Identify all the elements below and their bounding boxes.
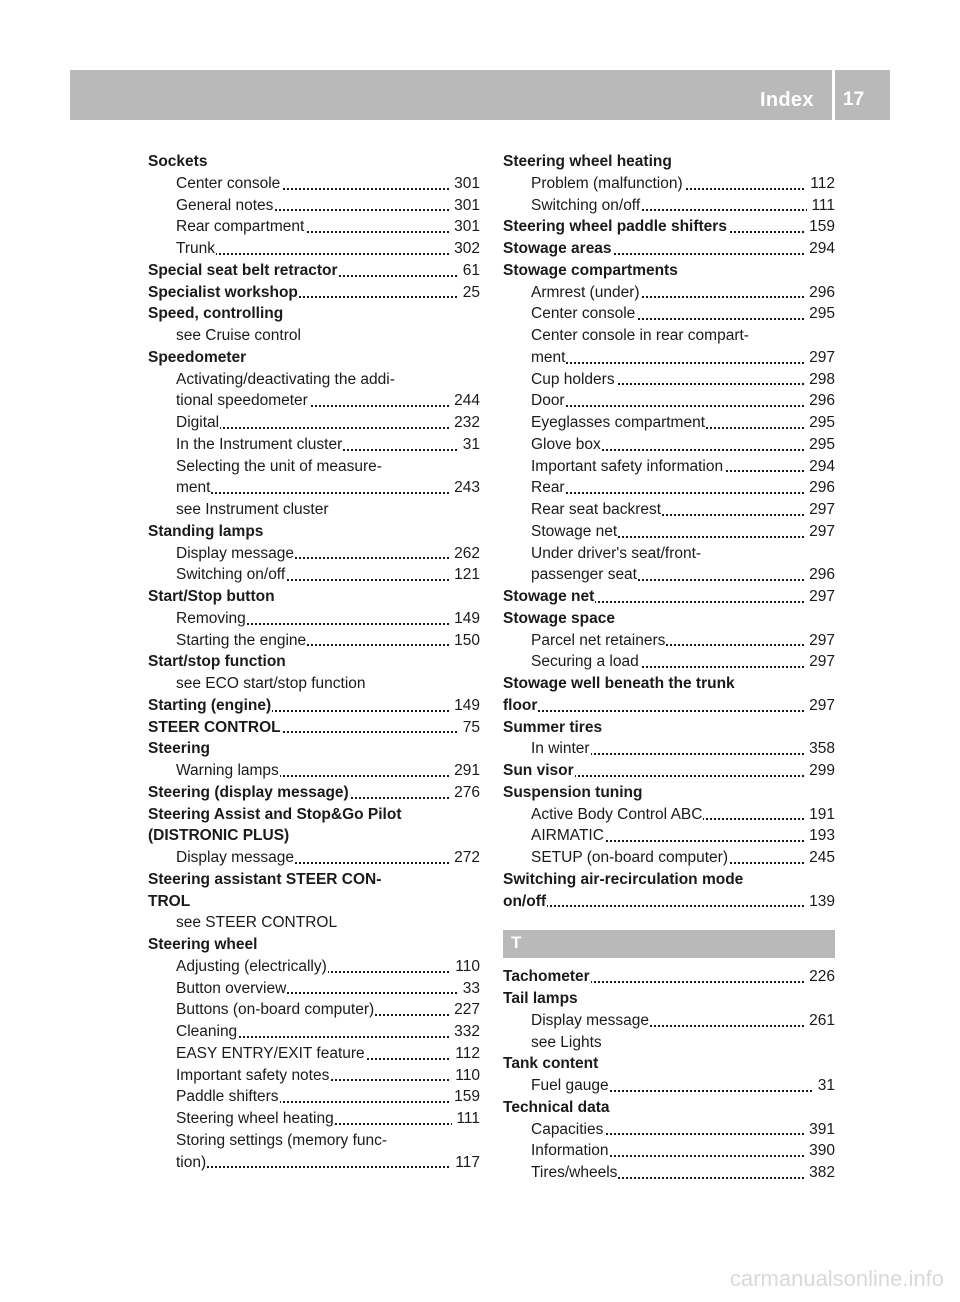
index-subentry xyxy=(148,978,480,1000)
index-entry-text: Switching on/off xyxy=(176,566,286,584)
index-entry-text: Suspension tuning xyxy=(503,783,643,801)
index-entry xyxy=(503,891,835,913)
index-entry xyxy=(148,804,480,826)
index-subentry xyxy=(148,173,480,195)
index-entry xyxy=(148,869,480,891)
index-entry-text: Selecting the unit of measure- xyxy=(176,457,382,475)
index-subentry xyxy=(503,738,835,760)
index-entry xyxy=(148,347,480,369)
index-entry-text: AIRMATIC xyxy=(531,827,604,845)
index-page-ref: 358 xyxy=(805,738,835,760)
index-entry xyxy=(503,608,835,630)
index-entry-text: Steering wheel paddle shifters xyxy=(503,218,727,236)
index-subentry xyxy=(503,1032,835,1054)
index-entry-text: Armrest (under) xyxy=(531,283,640,301)
index-page-ref: 297 xyxy=(805,695,835,717)
index-entry-text: Tires/wheels xyxy=(531,1164,618,1181)
index-page-ref: 276 xyxy=(450,782,480,804)
index-entry-text: SETUP (on-board computer) xyxy=(531,849,728,866)
index-entry-text: Important safety notes xyxy=(176,1066,330,1084)
index-subentry xyxy=(148,195,480,217)
index-page-ref: 150 xyxy=(450,630,480,652)
index-page-ref: 31 xyxy=(814,1075,835,1097)
index-page-ref: 382 xyxy=(805,1162,835,1184)
index-subentry xyxy=(148,608,480,630)
index-page-ref: 272 xyxy=(450,847,480,869)
index-entry-text: Technical data xyxy=(503,1098,610,1116)
index-subentry xyxy=(503,434,835,456)
index-subentry xyxy=(148,499,480,521)
index-page-ref: 111 xyxy=(807,195,835,217)
index-subentry xyxy=(503,282,835,304)
index-entry-text: see Cruise control xyxy=(176,327,301,344)
index-entry-text: Information xyxy=(531,1142,609,1160)
index-subentry xyxy=(148,1043,480,1065)
index-entry-text: Capacities xyxy=(531,1120,604,1138)
index-page-ref: 297 xyxy=(805,586,835,608)
index-subentry xyxy=(503,825,835,847)
index-entry-text: STEER CONTROL xyxy=(148,718,281,736)
index-entry-text: Sockets xyxy=(148,153,208,170)
index-entry-text: Summer tires xyxy=(503,718,603,736)
index-entry-text: Steering Assist and Stop&Go Pilot xyxy=(148,805,402,823)
index-entry-text: Active Body Control ABC xyxy=(531,805,703,823)
index-entry xyxy=(148,738,480,760)
index-page-ref: 110 xyxy=(451,1065,480,1087)
header-divider xyxy=(832,70,835,120)
index-subentry xyxy=(148,999,480,1021)
index-page-ref: 301 xyxy=(450,195,480,217)
index-entry xyxy=(503,151,835,173)
index-entry-text: In winter xyxy=(531,740,590,758)
index-column-right xyxy=(503,151,835,1184)
page-number: 17 xyxy=(843,89,865,110)
dot-leader xyxy=(503,710,835,712)
index-page-ref: 226 xyxy=(805,966,835,988)
index-subentry xyxy=(148,1108,480,1130)
index-entry xyxy=(503,1053,835,1075)
index-entry xyxy=(148,303,480,325)
index-entry xyxy=(503,988,835,1010)
dot-leader xyxy=(176,1166,480,1168)
index-entry-text: ment xyxy=(531,348,566,366)
index-subentry xyxy=(148,456,480,478)
index-entry-text: Center console xyxy=(176,174,281,192)
dot-leader xyxy=(531,405,835,407)
index-subentry xyxy=(503,456,835,478)
index-subentry xyxy=(148,434,480,456)
index-entry-text: Steering wheel heating xyxy=(176,1110,334,1127)
index-entry xyxy=(148,586,480,608)
index-page-ref: 297 xyxy=(805,630,835,652)
index-entry-text: Digital xyxy=(176,414,220,431)
index-page-ref: 261 xyxy=(805,1010,835,1032)
index-subentry xyxy=(148,564,480,586)
index-entry-text: see Instrument cluster xyxy=(176,501,329,518)
index-entry-text: Steering assistant STEER CON- xyxy=(148,870,382,888)
index-entry xyxy=(148,651,480,673)
index-subentry xyxy=(148,912,480,934)
dot-leader xyxy=(176,427,480,429)
index-subentry xyxy=(503,651,835,673)
index-page-ref: 295 xyxy=(805,303,835,325)
index-page-ref: 245 xyxy=(805,847,835,869)
index-entry-text: Trunk xyxy=(176,240,216,257)
index-entry-text: floor xyxy=(503,696,538,714)
index-page-ref: 390 xyxy=(805,1140,835,1162)
index-entry-text: see ECO start/stop function xyxy=(176,675,366,692)
index-page-ref: 61 xyxy=(459,260,480,282)
index-entry-text: Stowage compartments xyxy=(503,261,678,279)
index-subentry xyxy=(503,1010,835,1032)
index-entry-text: General notes xyxy=(176,196,274,214)
index-entry-text: TROL xyxy=(148,892,191,910)
index-entry-text: Cleaning xyxy=(176,1023,238,1040)
index-entry xyxy=(503,869,835,891)
index-entry-text: Tachometer xyxy=(503,968,590,986)
index-page-ref: 149 xyxy=(450,608,480,630)
index-subentry xyxy=(148,630,480,652)
index-entry xyxy=(148,260,480,282)
index-entry-text: Start/Stop button xyxy=(148,588,275,605)
page-title: Index xyxy=(760,89,814,111)
index-entry xyxy=(503,1097,835,1119)
index-entry-text: Display message xyxy=(531,1011,650,1029)
index-subentry xyxy=(503,1140,835,1162)
index-page-ref: 33 xyxy=(459,978,480,1000)
index-page-ref: 243 xyxy=(450,477,480,499)
index-entry-text: Warning lamps xyxy=(176,762,279,779)
index-entry-text: on/off xyxy=(503,892,547,910)
index-subentry xyxy=(503,195,835,217)
index-subentry xyxy=(148,238,480,260)
index-entry-text: Stowage well beneath the trunk xyxy=(503,675,735,692)
index-entry-text: In the Instrument cluster xyxy=(176,435,343,453)
index-page-ref: 111 xyxy=(452,1108,480,1130)
index-subentry xyxy=(503,369,835,391)
index-entry-text: Activating/deactivating the addi- xyxy=(176,370,395,388)
index-subentry xyxy=(503,499,835,521)
index-entry-text: Starting (engine) xyxy=(148,696,272,714)
index-entry-text: Standing lamps xyxy=(148,522,264,540)
index-page-ref: 232 xyxy=(450,412,480,434)
index-entry-text: Stowage net xyxy=(531,522,618,540)
index-entry-text: ment xyxy=(176,479,211,497)
index-entry xyxy=(503,238,835,260)
index-entry xyxy=(148,282,480,304)
index-entry-text: passenger seat xyxy=(531,566,637,584)
index-subentry xyxy=(148,1021,480,1043)
index-subentry xyxy=(148,369,480,391)
index-group-s-continued xyxy=(503,151,835,912)
index-page-ref: 295 xyxy=(805,412,835,434)
index-entry-text: Stowage net xyxy=(503,588,595,605)
index-entry-text: Storing settings (memory func- xyxy=(176,1131,388,1149)
index-page-ref: 294 xyxy=(805,456,835,478)
index-subentry xyxy=(503,1075,835,1097)
index-page-ref: 294 xyxy=(805,238,835,260)
index-entry-text: Switching on/off xyxy=(531,196,641,214)
index-subentry xyxy=(503,543,835,565)
index-entry xyxy=(148,151,480,173)
index-subentry xyxy=(148,390,480,412)
index-entry-text: Securing a load xyxy=(531,653,639,671)
index-entry-text: (DISTRONIC PLUS) xyxy=(148,827,290,845)
index-entry xyxy=(148,891,480,913)
index-subentry xyxy=(503,1162,835,1184)
index-subentry xyxy=(503,521,835,543)
index-entry-text: Speed, controlling xyxy=(148,305,284,323)
index-entry-text: Steering wheel xyxy=(148,936,258,953)
dot-leader xyxy=(503,905,835,907)
index-page-ref: 139 xyxy=(805,891,835,913)
index-entry-text: Fuel gauge xyxy=(531,1077,609,1094)
index-entry xyxy=(503,673,835,695)
index-entry-text: tion) xyxy=(176,1153,207,1171)
index-entry-text: Rear compartment xyxy=(176,218,305,236)
dot-leader xyxy=(176,253,480,255)
index-entry-text: Paddle shifters xyxy=(176,1088,279,1106)
index-subentry xyxy=(148,1152,480,1174)
index-page-ref: 297 xyxy=(805,521,835,543)
index-group-t xyxy=(503,966,835,1184)
index-page-ref: 262 xyxy=(450,543,480,565)
index-entry-text: Tank content xyxy=(503,1055,599,1073)
index-subentry xyxy=(148,956,480,978)
index-entry xyxy=(148,782,480,804)
dot-leader xyxy=(531,492,835,494)
watermark: carmanualsonline.info xyxy=(729,1266,944,1291)
index-entry-text: Stowage areas xyxy=(503,240,612,257)
index-entry-text: Center console in rear compart- xyxy=(531,327,749,344)
index-page-ref: 191 xyxy=(805,804,835,826)
index-entry-text: tional speedometer xyxy=(176,392,308,410)
index-entry xyxy=(503,260,835,282)
index-entry-text: Cup holders xyxy=(531,370,615,388)
index-page-ref: 117 xyxy=(451,1152,480,1174)
index-page-ref: 291 xyxy=(450,760,480,782)
index-entry-text: Sun visor xyxy=(503,762,574,779)
index-subentry xyxy=(148,216,480,238)
index-page-ref: 25 xyxy=(459,282,480,304)
index-entry xyxy=(503,782,835,804)
index-subentry xyxy=(148,325,480,347)
index-page-ref: 295 xyxy=(805,434,835,456)
index-entry-text: Starting the engine xyxy=(176,631,307,649)
index-page-ref: 227 xyxy=(450,999,480,1021)
index-entry-text: see STEER CONTROL xyxy=(176,914,338,932)
section-letter: T xyxy=(511,933,522,953)
index-page-ref: 301 xyxy=(450,173,480,195)
index-subentry xyxy=(503,1119,835,1141)
index-entry-text: Tail lamps xyxy=(503,990,578,1007)
index-entry xyxy=(148,825,480,847)
dot-leader xyxy=(531,362,835,364)
index-entry-text: Rear seat backrest xyxy=(531,501,662,518)
index-page-ref: 332 xyxy=(450,1021,480,1043)
index-entry xyxy=(503,216,835,238)
index-entry xyxy=(503,586,835,608)
index-page-ref: 302 xyxy=(450,238,480,260)
index-subentry xyxy=(503,303,835,325)
index-entry xyxy=(503,966,835,988)
index-entry xyxy=(148,521,480,543)
index-page-ref: 301 xyxy=(450,216,480,238)
index-entry-text: Problem (malfunction) xyxy=(531,174,683,192)
index-entry-text: Specialist workshop xyxy=(148,283,298,301)
index-entry xyxy=(148,934,480,956)
index-page-ref: 110 xyxy=(451,956,480,978)
index-page-ref: 297 xyxy=(805,499,835,521)
index-entry-text: Under driver's seat/front- xyxy=(531,544,702,562)
index-entry-text: Steering (display message) xyxy=(148,783,349,801)
index-entry-text: see Lights xyxy=(531,1033,602,1051)
index-page-ref: 296 xyxy=(805,282,835,304)
index-entry-text: EASY ENTRY/EXIT feature xyxy=(176,1044,365,1062)
index-entry-text: Steering wheel heating xyxy=(503,153,672,170)
dot-leader xyxy=(176,492,480,494)
index-page-ref: 159 xyxy=(450,1086,480,1108)
index-entry-text: Eyeglasses compartment xyxy=(531,414,706,431)
index-page-ref: 121 xyxy=(450,564,480,586)
section-letter-bar xyxy=(503,930,835,958)
index-page-ref: 297 xyxy=(805,651,835,673)
index-subentry xyxy=(148,477,480,499)
index-subentry xyxy=(503,347,835,369)
index-subentry xyxy=(148,1130,480,1152)
index-page-ref: 296 xyxy=(805,390,835,412)
index-page-ref: 298 xyxy=(805,369,835,391)
index-page-ref: 244 xyxy=(450,390,480,412)
index-entry xyxy=(503,760,835,782)
index-entry-text: Display message xyxy=(176,544,295,562)
index-page-ref: 391 xyxy=(805,1119,835,1141)
index-entry-text: Special seat belt retractor xyxy=(148,261,338,279)
index-subentry xyxy=(503,847,835,869)
index-subentry xyxy=(148,412,480,434)
index-entry-text: Start/stop function xyxy=(148,653,286,671)
index-entry-text: Switching air-recirculation mode xyxy=(503,870,744,888)
index-entry xyxy=(148,717,480,739)
index-subentry xyxy=(503,390,835,412)
index-subentry xyxy=(148,673,480,695)
index-page-ref: 112 xyxy=(451,1043,480,1065)
index-subentry xyxy=(503,477,835,499)
index-entry xyxy=(503,695,835,717)
index-page-ref: 299 xyxy=(805,760,835,782)
index-entry-text: Door xyxy=(531,392,565,410)
index-page-ref: 149 xyxy=(450,695,480,717)
index-entry xyxy=(503,717,835,739)
index-subentry xyxy=(503,412,835,434)
index-entry-text: Rear xyxy=(531,479,565,497)
index-entry-text: Buttons (on-board computer) xyxy=(176,1001,375,1019)
index-subentry xyxy=(148,1086,480,1108)
index-subentry xyxy=(503,325,835,347)
index-entry-text: Button overview xyxy=(176,979,287,997)
index-entry-text: Speedometer xyxy=(148,348,247,366)
index-entry-text: Parcel net retainers xyxy=(531,631,666,649)
index-entry-text: Center console xyxy=(531,305,636,323)
index-subentry xyxy=(148,1065,480,1087)
index-page-ref: 297 xyxy=(805,347,835,369)
index-subentry xyxy=(503,630,835,652)
index-column-left xyxy=(148,151,480,1173)
index-entry-text: Stowage space xyxy=(503,609,615,627)
index-page-ref: 296 xyxy=(805,477,835,499)
index-page-ref: 31 xyxy=(459,434,480,456)
index-page-ref: 159 xyxy=(805,216,835,238)
index-entry-text: Glove box xyxy=(531,435,601,453)
index-entry xyxy=(148,695,480,717)
index-subentry xyxy=(503,564,835,586)
index-subentry xyxy=(148,760,480,782)
index-page-ref: 112 xyxy=(806,173,835,195)
index-entry-text: Adjusting (electrically) xyxy=(176,957,327,975)
index-entry-text: Display message xyxy=(176,849,295,866)
index-entry-text: Steering xyxy=(148,740,211,758)
index-subentry xyxy=(148,543,480,565)
index-subentry xyxy=(503,804,835,826)
index-entry-text: Removing xyxy=(176,609,246,627)
index-page-ref: 193 xyxy=(805,825,835,847)
index-page-ref: 75 xyxy=(459,717,480,739)
index-page-ref: 296 xyxy=(805,564,835,586)
index-subentry xyxy=(148,847,480,869)
index-entry-text: Important safety information xyxy=(531,457,724,475)
index-subentry xyxy=(503,173,835,195)
